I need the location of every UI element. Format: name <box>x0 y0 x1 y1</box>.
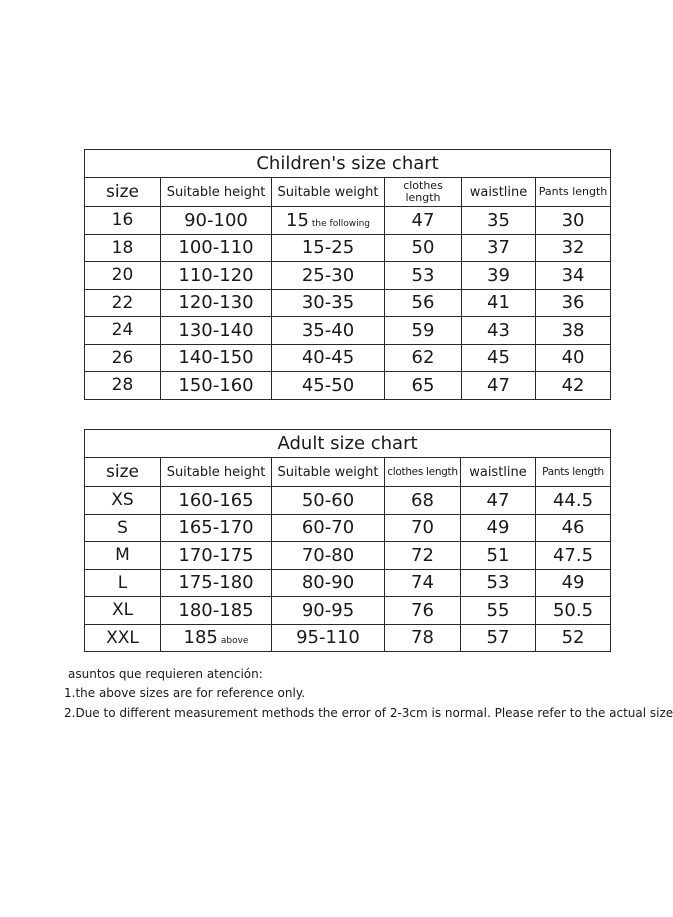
header-waistline: waistline <box>461 458 536 487</box>
waistline-cell <box>462 317 536 345</box>
weight-cell <box>272 234 385 262</box>
clothes-length-cell <box>385 597 461 625</box>
height-cell-value: 170-175 <box>178 544 254 566</box>
size-cell <box>85 234 161 262</box>
weight-cell <box>272 597 385 625</box>
header-pants-length: Pants length <box>536 178 611 207</box>
table-row <box>85 514 611 542</box>
weight-cell-value: 70-80 <box>301 544 355 566</box>
pants-length-cell <box>536 624 611 652</box>
pants-length-cell <box>536 542 611 570</box>
weight-cell <box>272 624 385 652</box>
waistline-cell <box>461 569 536 597</box>
waistline-cell <box>461 542 536 570</box>
height-cell <box>161 514 272 542</box>
header-suitable-weight: Suitable weight <box>272 178 385 207</box>
table-row <box>85 207 611 235</box>
height-cell-value: 110-120 <box>178 264 254 286</box>
weight-cell-value: 40-45 <box>301 347 355 369</box>
clothes-length-cell-value: 56 <box>411 292 435 314</box>
waistline-cell <box>462 234 536 262</box>
clothes-length-cell <box>385 207 462 235</box>
weight-cell-value: 35-40 <box>301 319 355 341</box>
clothes-length-cell-value: 68 <box>411 489 434 511</box>
clothes-length-cell <box>385 317 462 345</box>
weight-cell-note: the following <box>311 218 370 229</box>
pants-length-cell-value: 46 <box>561 517 585 539</box>
table-row <box>85 344 611 372</box>
size-cell <box>85 624 161 652</box>
clothes-length-cell-value: 65 <box>411 374 435 396</box>
size-cell-value: 20 <box>111 265 134 286</box>
weight-cell <box>272 487 385 515</box>
pants-length-cell <box>536 344 611 372</box>
waistline-cell-value: 47 <box>486 489 510 511</box>
weight-cell-value: 60-70 <box>301 517 355 539</box>
height-cell-value: 185 <box>183 627 218 649</box>
pants-length-cell <box>536 207 611 235</box>
clothes-length-cell <box>385 487 461 515</box>
pants-length-cell <box>536 487 611 515</box>
height-cell <box>161 207 272 235</box>
clothes-length-cell-value: 53 <box>411 264 435 286</box>
weight-cell-value: 95-110 <box>296 627 360 649</box>
waistline-cell <box>461 514 536 542</box>
pants-length-cell <box>536 317 611 345</box>
size-cell-value: S <box>117 517 128 538</box>
clothes-length-cell <box>385 344 462 372</box>
pants-length-cell-value: 47.5 <box>552 544 594 566</box>
pants-length-cell <box>536 514 611 542</box>
weight-cell-value: 30-35 <box>301 292 355 314</box>
pants-length-cell-value: 49 <box>561 572 585 594</box>
waistline-cell <box>462 207 536 235</box>
waistline-cell-value: 41 <box>487 292 510 314</box>
clothes-length-cell <box>385 289 462 317</box>
clothes-length-cell <box>385 514 461 542</box>
adult-table-title: Adult size chart <box>85 430 611 458</box>
height-cell <box>161 372 272 400</box>
waistline-cell-value: 53 <box>486 572 510 594</box>
clothes-length-cell-value: 50 <box>411 237 435 259</box>
header-clothes-length: clothes length <box>385 458 461 487</box>
table-row <box>85 569 611 597</box>
height-cell <box>161 569 272 597</box>
size-cell-value: 24 <box>111 320 134 341</box>
height-cell <box>161 597 272 625</box>
clothes-length-cell <box>385 569 461 597</box>
size-cell-value: XS <box>111 490 134 511</box>
height-cell <box>161 624 272 652</box>
header-suitable-weight: Suitable weight <box>272 458 385 487</box>
waistline-cell-value: 39 <box>487 264 510 286</box>
pants-length-cell <box>536 262 611 290</box>
clothes-length-cell <box>385 542 461 570</box>
size-cell-value: 26 <box>111 347 134 368</box>
pants-length-cell-value: 50.5 <box>552 599 594 621</box>
weight-cell-value: 15 <box>286 209 309 231</box>
pants-length-cell-value: 42 <box>561 374 585 396</box>
waistline-cell <box>461 597 536 625</box>
weight-cell-value: 80-90 <box>301 572 355 594</box>
height-cell <box>161 317 272 345</box>
size-cell-value: 22 <box>111 292 134 313</box>
weight-cell <box>272 262 385 290</box>
clothes-length-cell <box>385 234 462 262</box>
table-row <box>85 262 611 290</box>
weight-cell-value: 15-25 <box>301 237 355 259</box>
adult-size-table <box>84 429 611 652</box>
size-cell <box>85 597 161 625</box>
size-cell <box>85 317 161 345</box>
waistline-cell <box>461 487 536 515</box>
weight-cell <box>272 317 385 345</box>
waistline-cell-value: 55 <box>486 599 510 621</box>
height-cell-value: 165-170 <box>178 517 254 539</box>
height-cell <box>161 289 272 317</box>
size-cell <box>85 344 161 372</box>
height-cell-value: 130-140 <box>178 319 254 341</box>
clothes-length-cell-value: 74 <box>411 572 434 594</box>
height-cell-value: 160-165 <box>178 489 254 511</box>
clothes-length-cell-value: 78 <box>411 627 434 649</box>
size-cell-value: XXL <box>106 627 139 648</box>
pants-length-cell-value: 38 <box>561 319 585 341</box>
size-cell-value: 16 <box>111 210 134 231</box>
pants-length-cell-value: 30 <box>561 209 585 231</box>
notes-line-1: 1.the above sizes are for reference only. <box>64 686 306 700</box>
clothes-length-cell <box>385 624 461 652</box>
pants-length-cell <box>536 372 611 400</box>
weight-cell <box>272 344 385 372</box>
height-cell-value: 175-180 <box>178 572 254 594</box>
height-cell <box>161 487 272 515</box>
size-cell <box>85 542 161 570</box>
height-cell-value: 120-130 <box>178 292 254 314</box>
size-cell <box>85 289 161 317</box>
waistline-cell-value: 45 <box>487 347 510 369</box>
weight-cell <box>272 207 385 235</box>
height-cell <box>161 262 272 290</box>
waistline-cell <box>461 624 536 652</box>
table-row <box>85 317 611 345</box>
size-cell <box>85 372 161 400</box>
clothes-length-cell <box>385 262 462 290</box>
header-size: size <box>85 178 161 207</box>
notes-heading: asuntos que requieren atención: <box>68 667 263 681</box>
height-cell-value: 140-150 <box>178 347 254 369</box>
weight-cell <box>272 372 385 400</box>
pants-length-cell-value: 44.5 <box>552 489 594 511</box>
table-row <box>85 372 611 400</box>
size-cell-value: 18 <box>111 237 134 258</box>
height-cell <box>161 234 272 262</box>
pants-length-cell <box>536 234 611 262</box>
header-suitable-height: Suitable height <box>161 458 272 487</box>
children-table-title: Children's size chart <box>85 150 611 178</box>
clothes-length-cell-value: 47 <box>411 209 435 231</box>
size-cell-value: XL <box>111 600 134 621</box>
pants-length-cell-value: 36 <box>561 292 585 314</box>
table-row <box>85 289 611 317</box>
size-cell <box>85 207 161 235</box>
pants-length-cell <box>536 597 611 625</box>
height-cell-note: above <box>220 636 249 647</box>
size-cell <box>85 487 161 515</box>
pants-length-cell <box>536 569 611 597</box>
header-size: size <box>85 458 161 487</box>
weight-cell-value: 90-95 <box>301 599 355 621</box>
weight-cell <box>272 542 385 570</box>
size-cell <box>85 514 161 542</box>
pants-length-cell <box>536 289 611 317</box>
waistline-cell <box>462 344 536 372</box>
weight-cell-value: 25-30 <box>301 264 355 286</box>
clothes-length-cell-value: 76 <box>411 599 434 621</box>
size-cell-value: 28 <box>111 375 134 396</box>
waistline-cell <box>462 262 536 290</box>
waistline-cell-value: 47 <box>487 374 510 396</box>
clothes-length-cell <box>385 372 462 400</box>
size-cell <box>85 569 161 597</box>
pants-length-cell-value: 32 <box>561 237 585 259</box>
clothes-length-cell-value: 62 <box>411 347 435 369</box>
pants-length-cell-value: 52 <box>561 627 585 649</box>
waistline-cell <box>462 289 536 317</box>
size-cell-value: M <box>115 545 130 566</box>
clothes-length-cell-value: 59 <box>411 319 435 341</box>
weight-cell-value: 45-50 <box>301 374 355 396</box>
size-cell-value: L <box>117 572 128 593</box>
clothes-length-cell-value: 70 <box>411 517 434 539</box>
weight-cell-value: 50-60 <box>301 489 355 511</box>
waistline-cell-value: 35 <box>487 209 510 231</box>
waistline-cell <box>462 372 536 400</box>
table-row <box>85 234 611 262</box>
height-cell-value: 90-100 <box>184 209 248 231</box>
waistline-cell-value: 51 <box>486 544 510 566</box>
table-row <box>85 624 611 652</box>
pants-length-cell-value: 40 <box>561 347 585 369</box>
header-pants-length: Pants length <box>536 458 611 487</box>
height-cell <box>161 542 272 570</box>
clothes-length-cell-value: 72 <box>411 544 434 566</box>
weight-cell <box>272 514 385 542</box>
weight-cell <box>272 569 385 597</box>
waistline-cell-value: 43 <box>487 319 510 341</box>
notes-line-2: 2.Due to different measurement methods the error of 2-3cm is normal. Please refer to the actual size <box>64 706 673 720</box>
height-cell-value: 100-110 <box>178 237 254 259</box>
table-row <box>85 542 611 570</box>
waistline-cell-value: 57 <box>486 627 510 649</box>
header-suitable-height: Suitable height <box>161 178 272 207</box>
header-waistline: waistline <box>462 178 536 207</box>
waistline-cell-value: 49 <box>486 517 510 539</box>
header-clothes-length: clothes length <box>385 178 462 207</box>
size-cell <box>85 262 161 290</box>
table-row <box>85 597 611 625</box>
table-row <box>85 487 611 515</box>
height-cell <box>161 344 272 372</box>
weight-cell <box>272 289 385 317</box>
waistline-cell-value: 37 <box>487 237 510 259</box>
pants-length-cell-value: 34 <box>561 264 585 286</box>
children-size-table <box>84 149 611 400</box>
height-cell-value: 150-160 <box>178 374 254 396</box>
height-cell-value: 180-185 <box>178 599 254 621</box>
